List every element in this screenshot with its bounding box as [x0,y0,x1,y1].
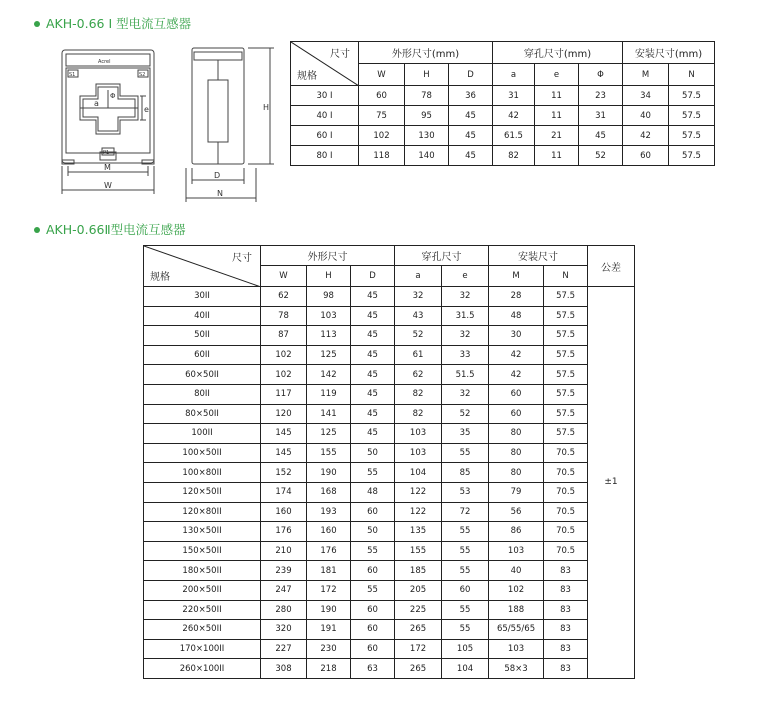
bullet-dot-icon [34,21,40,27]
dim-d-label: D [214,171,221,180]
table-row [144,443,635,463]
value-cell: 78 [261,306,307,326]
value-cell: 181 [307,561,351,581]
column-header: N [669,64,715,86]
corner-header: 尺寸 规格 [291,42,359,86]
value-cell: 53 [442,482,489,502]
table-row [144,600,635,620]
value-cell: 11 [535,146,579,166]
table-row [144,365,635,385]
value-cell: 95 [405,106,449,126]
value-cell: 174 [261,482,307,502]
value-cell: 155 [395,541,442,561]
value-cell: 102 [489,580,544,600]
value-cell: 122 [395,482,442,502]
value-cell: 57.5 [544,287,588,307]
value-cell: 130 [405,126,449,146]
terminal-s2-label: S2 [139,72,146,78]
value-cell: 30 [489,326,544,346]
value-cell: 23 [579,86,623,106]
value-cell: 83 [544,620,588,640]
value-cell: 51.5 [442,365,489,385]
value-cell: 57.5 [669,126,715,146]
table-row [144,463,635,483]
column-header: a [493,64,535,86]
value-cell: 82 [395,404,442,424]
value-cell: 105 [442,639,489,659]
dim-phi-label: Φ [110,92,116,100]
value-cell: 122 [395,502,442,522]
bullet-dot-icon [34,227,40,233]
model-cell: 100×80II [144,463,261,483]
value-cell: 80 [489,463,544,483]
value-cell: 40 [489,561,544,581]
model-cell: 150×50II [144,541,261,561]
value-cell: 60 [623,146,669,166]
value-cell: 193 [307,502,351,522]
value-cell: 60 [351,502,395,522]
value-cell: 35 [442,424,489,444]
column-header: M [489,266,544,287]
value-cell: 98 [307,287,351,307]
value-cell: 55 [351,463,395,483]
value-cell: 55 [351,541,395,561]
value-cell: 75 [359,106,405,126]
value-cell: 102 [359,126,405,146]
table-row [144,424,635,444]
terminal-p1-label: P1 [103,150,110,156]
value-cell: 70.5 [544,482,588,502]
value-cell: 57.5 [544,365,588,385]
value-cell: 40 [623,106,669,126]
dim-h-label: H [263,103,270,112]
model-cell: 80II [144,384,261,404]
value-cell: 61.5 [493,126,535,146]
value-cell: 152 [261,463,307,483]
value-cell: 36 [449,86,493,106]
model-cell: 100×50II [144,443,261,463]
value-cell: 210 [261,541,307,561]
column-header: D [449,64,493,86]
value-cell: 83 [544,659,588,679]
value-cell: 55 [442,522,489,542]
value-cell: 62 [395,365,442,385]
value-cell: 21 [535,126,579,146]
value-cell: 55 [442,443,489,463]
value-cell: 205 [395,580,442,600]
value-cell: 119 [307,384,351,404]
value-cell: 280 [261,600,307,620]
dim-e-label: e [144,105,149,114]
model-cell: 220×50II [144,600,261,620]
value-cell: 190 [307,600,351,620]
value-cell: 135 [395,522,442,542]
value-cell: 265 [395,659,442,679]
table-row [291,146,715,166]
value-cell: 125 [307,345,351,365]
column-header: Φ [579,64,623,86]
value-cell: 85 [442,463,489,483]
model-cell: 60×50II [144,365,261,385]
value-cell: 31 [493,86,535,106]
value-cell: 42 [489,365,544,385]
value-cell: 33 [442,345,489,365]
value-cell: 57.5 [544,345,588,365]
value-cell: 62 [261,287,307,307]
value-cell: 45 [449,106,493,126]
table-row [291,86,715,106]
value-cell: 120 [261,404,307,424]
table-row [291,106,715,126]
type1-spec-table [290,41,715,166]
value-cell: 82 [493,146,535,166]
value-cell: 227 [261,639,307,659]
value-cell: 86 [489,522,544,542]
table-row [144,287,635,307]
value-cell: 57.5 [669,146,715,166]
value-cell: 87 [261,326,307,346]
model-cell: 40 I [291,106,359,126]
column-header: N [544,266,588,287]
value-cell: 141 [307,404,351,424]
value-cell: 225 [395,600,442,620]
value-cell: 11 [535,86,579,106]
value-cell: 60 [351,561,395,581]
value-cell: 57.5 [669,86,715,106]
column-header: a [395,266,442,287]
table-row [144,659,635,679]
table-row [144,639,635,659]
value-cell: 80 [489,424,544,444]
value-cell: 58×3 [489,659,544,679]
value-cell: 104 [395,463,442,483]
model-cell: 60II [144,345,261,365]
value-cell: 102 [261,345,307,365]
value-cell: 79 [489,482,544,502]
table-row [144,345,635,365]
value-cell: 70.5 [544,522,588,542]
value-cell: 57.5 [544,306,588,326]
value-cell: 103 [395,443,442,463]
value-cell: 50 [351,522,395,542]
column-header: M [623,64,669,86]
value-cell: 32 [395,287,442,307]
table-row [144,580,635,600]
model-cell: 120×50II [144,482,261,502]
value-cell: 72 [442,502,489,522]
value-cell: 82 [395,384,442,404]
model-cell: 30 I [291,86,359,106]
value-cell: 42 [489,345,544,365]
column-header: H [405,64,449,86]
model-cell: 80×50II [144,404,261,424]
value-cell: 103 [489,639,544,659]
value-cell: 70.5 [544,502,588,522]
value-cell: 117 [261,384,307,404]
value-cell: 61 [395,345,442,365]
value-cell: 113 [307,326,351,346]
value-cell: 42 [623,126,669,146]
terminal-s1-label: S1 [69,72,76,78]
group-header-mount: 安装尺寸 [489,246,588,266]
model-cell: 260×50II [144,620,261,640]
dim-a-label: a [94,99,99,108]
value-cell: 83 [544,600,588,620]
value-cell: 45 [351,404,395,424]
brand-label: Acrel [98,59,111,65]
value-cell: 140 [405,146,449,166]
column-header: e [442,266,489,287]
dim-m-label: M [104,163,111,172]
table-row [144,561,635,581]
value-cell: 45 [351,424,395,444]
value-cell: 118 [359,146,405,166]
value-cell: 103 [489,541,544,561]
value-cell: 63 [351,659,395,679]
column-header: W [359,64,405,86]
value-cell: 52 [395,326,442,346]
value-cell: 43 [395,306,442,326]
table-row [144,326,635,346]
value-cell: 145 [261,443,307,463]
table-row [144,541,635,561]
table-row [144,404,635,424]
tolerance-cell: ±1 [588,287,635,679]
column-header: e [535,64,579,86]
value-cell: 142 [307,365,351,385]
value-cell: 78 [405,86,449,106]
value-cell: 104 [442,659,489,679]
value-cell: 83 [544,639,588,659]
model-cell: 200×50II [144,580,261,600]
value-cell: 172 [307,580,351,600]
value-cell: 60 [489,384,544,404]
value-cell: 57.5 [669,106,715,126]
value-cell: 45 [351,326,395,346]
model-cell: 60 I [291,126,359,146]
value-cell: 57.5 [544,424,588,444]
model-cell: 170×100II [144,639,261,659]
value-cell: 28 [489,287,544,307]
value-cell: 70.5 [544,463,588,483]
dim-w-label: W [104,181,112,190]
value-cell: 57.5 [544,326,588,346]
value-cell: 145 [261,424,307,444]
value-cell: 70.5 [544,541,588,561]
table-row [144,482,635,502]
column-header: W [261,266,307,287]
value-cell: 55 [351,580,395,600]
model-cell: 30II [144,287,261,307]
value-cell: 247 [261,580,307,600]
value-cell: 32 [442,287,489,307]
model-cell: 260×100II [144,659,261,679]
value-cell: 50 [351,443,395,463]
value-cell: 176 [261,522,307,542]
table-row [144,502,635,522]
value-cell: 185 [395,561,442,581]
value-cell: 83 [544,580,588,600]
value-cell: 31.5 [442,306,489,326]
value-cell: 218 [307,659,351,679]
value-cell: 176 [307,541,351,561]
value-cell: 56 [489,502,544,522]
value-cell: 230 [307,639,351,659]
value-cell: 83 [544,561,588,581]
value-cell: 160 [307,522,351,542]
value-cell: 103 [307,306,351,326]
value-cell: 320 [261,620,307,640]
value-cell: 60 [351,639,395,659]
value-cell: 45 [351,345,395,365]
value-cell: 172 [395,639,442,659]
group-header-outline: 外形尺寸 [261,246,395,266]
value-cell: 168 [307,482,351,502]
value-cell: 32 [442,326,489,346]
value-cell: 45 [579,126,623,146]
value-cell: 31 [579,106,623,126]
value-cell: 265 [395,620,442,640]
tolerance-header: 公差 [588,246,635,287]
value-cell: 34 [623,86,669,106]
model-cell: 50II [144,326,261,346]
value-cell: 52 [442,404,489,424]
value-cell: 60 [351,620,395,640]
table-row [144,384,635,404]
front-view-drawing [58,48,168,198]
value-cell: 125 [307,424,351,444]
value-cell: 55 [442,620,489,640]
value-cell: 45 [351,384,395,404]
value-cell: 65/55/65 [489,620,544,640]
table-row [144,306,635,326]
value-cell: 57.5 [544,384,588,404]
value-cell: 60 [442,580,489,600]
column-header: D [351,266,395,287]
value-cell: 191 [307,620,351,640]
value-cell: 80 [489,443,544,463]
value-cell: 60 [489,404,544,424]
group-header-hole: 穿孔尺寸(mm) [493,42,623,64]
type2-spec-table [143,245,635,679]
value-cell: 42 [493,106,535,126]
value-cell: 45 [449,146,493,166]
value-cell: 55 [442,561,489,581]
value-cell: 57.5 [544,404,588,424]
value-cell: 32 [442,384,489,404]
model-cell: 180×50II [144,561,261,581]
value-cell: 70.5 [544,443,588,463]
table-row [291,126,715,146]
value-cell: 160 [261,502,307,522]
dim-n-label: N [217,189,223,198]
value-cell: 11 [535,106,579,126]
model-cell: 40II [144,306,261,326]
corner-header: 尺寸 规格 [144,246,261,287]
value-cell: 45 [449,126,493,146]
side-view-drawing [178,44,278,204]
value-cell: 48 [351,482,395,502]
section1-title: AKH-0.66 I 型电流互感器 [34,14,191,32]
value-cell: 188 [489,600,544,620]
model-cell: 130×50II [144,522,261,542]
value-cell: 45 [351,306,395,326]
group-header-outline: 外形尺寸(mm) [359,42,493,64]
model-cell: 120×80II [144,502,261,522]
value-cell: 190 [307,463,351,483]
value-cell: 103 [395,424,442,444]
value-cell: 55 [442,600,489,620]
table-row [144,522,635,542]
value-cell: 52 [579,146,623,166]
model-cell: 80 I [291,146,359,166]
value-cell: 45 [351,287,395,307]
value-cell: 55 [442,541,489,561]
value-cell: 102 [261,365,307,385]
value-cell: 239 [261,561,307,581]
group-header-hole: 穿孔尺寸 [395,246,489,266]
table-row [144,620,635,640]
model-cell: 100II [144,424,261,444]
group-header-mount: 安装尺寸(mm) [623,42,715,64]
column-header: H [307,266,351,287]
value-cell: 45 [351,365,395,385]
value-cell: 48 [489,306,544,326]
value-cell: 60 [359,86,405,106]
value-cell: 60 [351,600,395,620]
value-cell: 308 [261,659,307,679]
value-cell: 155 [307,443,351,463]
section2-title: AKH-0.66Ⅱ型电流互感器 [34,220,186,238]
